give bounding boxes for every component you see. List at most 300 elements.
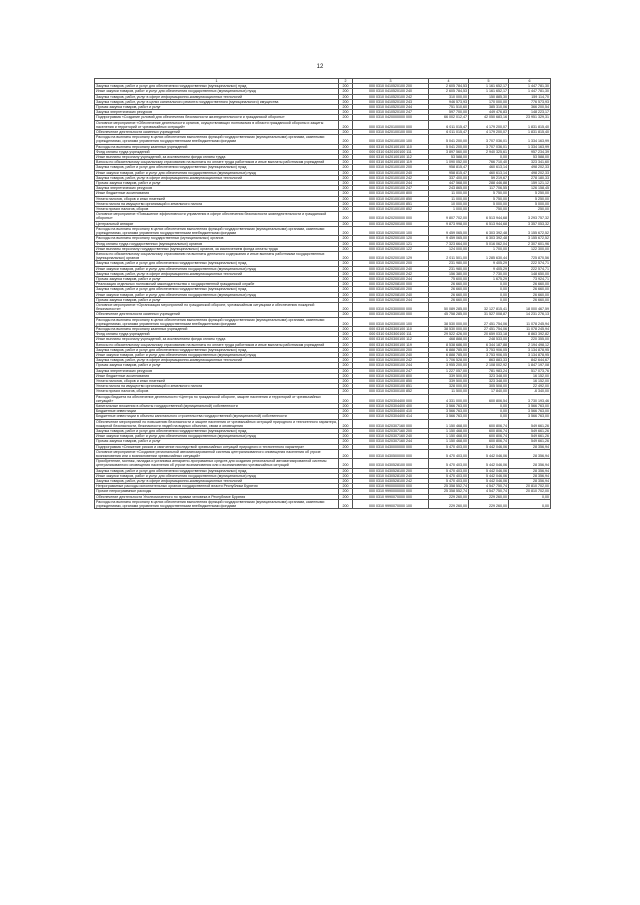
header-cell: 5 (469, 79, 509, 84)
remaining-amount-cell: 3 134 878,95 (509, 352, 551, 357)
remaining-amount-cell: 1 334 163,99 (509, 135, 551, 144)
executed-amount-cell: 5 442 046,06 (469, 444, 509, 449)
approved-amount-cell: 1 150 468,00 (429, 429, 469, 434)
executed-amount-cell: 6 303 392,48 (469, 226, 509, 235)
executed-amount-cell: 6 344 187,88 (469, 342, 509, 347)
approved-amount-cell: 26 660,00 (429, 282, 469, 287)
remaining-amount-cell: 20 810 702,00 (509, 484, 551, 489)
line-code-cell: 200 (339, 434, 353, 439)
remaining-amount-cell: 148 223,17 (509, 110, 551, 115)
budget-code-cell: 000 0310 0420300100 110 (353, 326, 429, 331)
approved-amount-cell: 5 041 200,00 (429, 144, 469, 149)
budget-code-cell: 000 0310 0420208100 244 (353, 297, 429, 302)
budget-code-cell: 000 0310 0420200100 240 (353, 266, 429, 271)
executed-amount-cell: 323 348,00 (469, 373, 509, 378)
approved-amount-cell: 1 150 468,00 (429, 419, 469, 428)
remaining-amount-cell: 3 566 763,00 (509, 414, 551, 419)
line-code-cell: 200 (339, 449, 353, 458)
budget-table-wrapper (94, 78, 550, 509)
approved-amount-cell: 447 568,00 (429, 181, 469, 186)
line-code-cell: 200 (339, 342, 353, 347)
approved-amount-cell: 1 227 057,00 (429, 368, 469, 373)
table-row (95, 394, 551, 403)
approved-amount-cell: 339 500,00 (429, 373, 469, 378)
executed-amount-cell: 750,00 (469, 207, 509, 212)
line-code-cell: 200 (339, 115, 353, 120)
executed-amount-cell: 600 806,74 (469, 419, 509, 428)
executed-amount-cell: 5 000,00 (469, 201, 509, 206)
row-label-cell: Иные закупки товаров, работ и услуг для обеспечения государственных (муниципальных) нужд (95, 352, 339, 357)
header-cell: 4 (429, 79, 469, 84)
remaining-amount-cell: 18 000 467,59 (509, 302, 551, 311)
budget-code-cell: 000 0310 0420304400 000 (353, 394, 429, 403)
remaining-amount-cell: 323 341,60 (509, 160, 551, 165)
line-code-cell: 200 (339, 186, 353, 191)
row-label-cell: Иные закупки товаров, работ и услуг для обеспечения государственных (муниципальных) нужд (95, 292, 339, 297)
remaining-amount-cell: -6 340,00 (509, 389, 551, 394)
executed-amount-cell: 150 885,30 (469, 94, 509, 99)
approved-amount-cell: 156 380,00 (429, 271, 469, 276)
row-label-cell: Взносы по обязательному социальному страхованию на выплаты по оплате труда работников и иные выплаты работникам учреждений (95, 160, 339, 165)
table-row (95, 302, 551, 311)
table-row (95, 459, 551, 468)
executed-amount-cell: 4 547 750,74 (469, 484, 509, 489)
budget-code-cell: 000 0310 0420200100 244 (353, 276, 429, 281)
remaining-amount-cell: 842 644,67 (509, 358, 551, 363)
executed-amount-cell: 1 285 630,44 (469, 251, 509, 260)
remaining-amount-cell: 3 155 672,52 (509, 226, 551, 235)
executed-amount-cell: 229 260,00 (469, 494, 509, 499)
row-label-cell: Закупка товаров, работ и услуг для обеспечения государственных (муниципальных) нужд (95, 84, 339, 89)
row-label-cell: Прочая закупка товаров, работ и услуг (95, 439, 339, 444)
executed-amount-cell: 766 710,40 (469, 160, 509, 165)
budget-code-cell: 000 0310 0420100100 100 (353, 135, 429, 144)
remaining-amount-cell: 366 200,54 (509, 105, 551, 110)
line-code-cell: 200 (339, 271, 353, 276)
executed-amount-cell: 600 806,74 (469, 439, 509, 444)
approved-amount-cell: 53 588,00 (429, 155, 469, 160)
remaining-amount-cell: 776 573,93 (509, 99, 551, 104)
budget-code-cell: 000 0310 0420307160 244 (353, 439, 429, 444)
table-row (95, 251, 551, 260)
approved-amount-cell: 1 706 528,00 (429, 358, 469, 363)
remaining-amount-cell: 53 588,00 (509, 155, 551, 160)
table-row (95, 135, 551, 144)
approved-amount-cell: 5 470 403,00 (429, 449, 469, 458)
budget-code-cell: 000 0310 0420100000 000 (353, 120, 429, 129)
line-code-cell: 200 (339, 196, 353, 201)
table-row (95, 449, 551, 458)
line-code-cell: 200 (339, 378, 353, 383)
approved-amount-cell: 29 522 426,00 (429, 332, 469, 337)
header-cell: 2 (339, 79, 353, 84)
executed-amount-cell: 20 659 033,18 (469, 332, 509, 337)
executed-amount-cell: 5 750,00 (469, 196, 509, 201)
approved-amount-cell: 5 041 200,00 (429, 135, 469, 144)
remaining-amount-cell: 250,00 (509, 207, 551, 212)
row-label-cell: Непрограммные расходы исполнительных органов государственной власти Республики Бурятия (95, 484, 339, 489)
approved-amount-cell: 25 358 552,74 (429, 484, 469, 489)
remaining-amount-cell: 1 847 197,08 (509, 363, 551, 368)
line-code-cell: 200 (339, 479, 353, 484)
remaining-amount-cell: 28 356,94 (509, 449, 551, 458)
remaining-amount-cell: 73 924,71 (509, 276, 551, 281)
header-cell: 6 (509, 79, 551, 84)
line-code-cell: 200 (339, 99, 353, 104)
row-label-cell: Закупка энергетических ресурсов (95, 368, 339, 373)
executed-amount-cell: 460 613,14 (469, 170, 509, 175)
remaining-amount-cell: 222 574,71 (509, 261, 551, 266)
row-label-cell: Основное мероприятие «Обеспечение деятельности органов, осуществляющих полномочия в области гражданской обороны и защиты населения и территорий от чрезвычайных ситуаций» (95, 120, 339, 129)
approved-amount-cell: 6 888 785,00 (429, 352, 469, 357)
executed-amount-cell: 1 675,29 (469, 276, 509, 281)
budget-code-cell: 000 0310 0430000000 000 (353, 444, 429, 449)
executed-amount-cell: 5 442 046,06 (469, 479, 509, 484)
budget-code-cell: 000 0310 0420300000 000 (353, 302, 429, 311)
line-code-cell: 200 (339, 363, 353, 368)
remaining-amount-cell: 1 831 815,40 (509, 120, 551, 129)
line-code-cell: 200 (339, 266, 353, 271)
budget-code-cell: 000 0310 0420100100 240 (353, 170, 429, 175)
executed-amount-cell: 32 127 815,41 (469, 302, 509, 311)
remaining-amount-cell: 549 661,26 (509, 439, 551, 444)
remaining-amount-cell: 2 307 601,96 (509, 241, 551, 246)
table-row (95, 120, 551, 129)
budget-code-cell: 000 0310 0420300100 111 (353, 332, 429, 337)
remaining-amount-cell: 3 730 193,46 (509, 394, 551, 403)
line-code-cell: 200 (339, 352, 353, 357)
executed-amount-cell: 1 161 652,17 (469, 84, 509, 89)
remaining-amount-cell: 3 357 053,32 (509, 221, 551, 226)
line-code-cell: 200 (339, 337, 353, 342)
line-code-cell: 200 (339, 389, 353, 394)
executed-amount-cell: 17 840,00 (469, 389, 509, 394)
row-label-cell: Бюджетные инвестиции (95, 409, 339, 414)
remaining-amount-cell: 1 334 163,99 (509, 144, 551, 149)
row-label-cell: Бюджетные инвестиции в объекты капитального строительства государственной (муниципальной) собственности (95, 414, 339, 419)
remaining-amount-cell: 16 152,00 (509, 373, 551, 378)
row-label-cell: Уплата налогов, сборов и иных платежей (95, 378, 339, 383)
row-label-cell: Фонд оплаты труда учреждений (95, 149, 339, 154)
remaining-amount-cell: 159 121,12 (509, 181, 551, 186)
line-code-cell: 200 (339, 419, 353, 428)
remaining-amount-cell: 498 202,33 (509, 170, 551, 175)
budget-code-cell: 000 0310 0420208100 240 (353, 292, 429, 297)
budget-code-cell: 000 0310 0420100100 200 (353, 165, 429, 170)
approved-amount-cell: 38 530 000,00 (429, 317, 469, 326)
executed-amount-cell: 4 547 750,74 (469, 489, 509, 494)
row-label-cell: Обеспечение деятельности казенных учреждений (95, 312, 339, 317)
line-code-cell: 200 (339, 347, 353, 352)
executed-amount-cell: 0,00 (469, 282, 509, 287)
approved-amount-cell: 8 538 686,00 (429, 342, 469, 347)
row-label-cell: Закупка товаров, работ и услуг для обеспечения государственных (муниципальных) нужд (95, 287, 339, 292)
budget-code-cell: 000 0310 0420208100 000 (353, 282, 429, 287)
budget-code-cell: 000 0310 0420300100 100 (353, 317, 429, 326)
budget-code-cell: 000 0310 0430528100 000 (353, 459, 429, 468)
remaining-amount-cell: 26 660,00 (509, 287, 551, 292)
executed-amount-cell: 3 707 036,01 (469, 144, 509, 149)
remaining-amount-cell: 957 234,39 (509, 149, 551, 154)
line-code-cell: 200 (339, 241, 353, 246)
row-label-cell: Иные закупки товаров, работ и услуг для обеспечения государственных (муниципальных) нужд (95, 170, 339, 175)
executed-amount-cell: 42 050 683,16 (469, 115, 509, 120)
executed-amount-cell: 600 806,74 (469, 429, 509, 434)
table-row (95, 212, 551, 221)
executed-amount-cell: 288 446,88 (469, 181, 509, 186)
line-code-cell: 200 (339, 292, 353, 297)
executed-amount-cell: 0,00 (469, 287, 509, 292)
approved-amount-cell: 231 980,00 (429, 266, 469, 271)
budget-code-cell: 000 0310 0420300100 850 (353, 378, 429, 383)
budget-code-cell: 000 0310 0420300100 851 (353, 384, 429, 389)
remaining-amount-cell: 28 356,94 (509, 444, 551, 449)
executed-amount-cell: 5 016 062,04 (469, 241, 509, 246)
line-code-cell: 200 (339, 459, 353, 468)
line-code-cell: 200 (339, 261, 353, 266)
line-code-cell: 200 (339, 246, 353, 251)
budget-code-cell: 000 0310 0420100100 244 (353, 181, 429, 186)
row-label-cell: Уплата налогов, сборов и иных платежей (95, 196, 339, 201)
executed-amount-cell: 3 707 036,01 (469, 135, 509, 144)
approved-amount-cell: 946 573,93 (429, 99, 469, 104)
line-code-cell: 200 (339, 326, 353, 331)
approved-amount-cell: 45 758 285,00 (429, 312, 469, 317)
line-code-cell: 200 (339, 444, 353, 449)
row-label-cell: Реализация отдельных полномочий законодательства о государственной гражданской службе (95, 282, 339, 287)
line-code-cell: 200 (339, 130, 353, 135)
row-label-cell: Основное мероприятие «Создание региональной автоматизированной системы централизованного оповещения населения об угрозе возникновения или о возникновении чрезвычайных ситуаций» (95, 449, 339, 458)
row-label-cell: Расходы на выплаты персоналу в целях обеспечения выполнения функций государственными (муниципальными) органами, казенными учреждениями, органами управления государственными внебюджетными фондами (95, 226, 339, 235)
line-code-cell: 200 (339, 317, 353, 326)
approved-amount-cell: 5 470 403,00 (429, 459, 469, 468)
budget-code-cell: 000 0310 0420307160 200 (353, 429, 429, 434)
table-row (95, 499, 551, 508)
budget-code-cell: 000 0310 0420300100 800 (353, 373, 429, 378)
remaining-amount-cell: 11 078 245,94 (509, 326, 551, 331)
row-label-cell: Расходы на выплаты персоналу в целях обеспечения выполнения функций государственными (муниципальными) органами, казенными учреждениями, органами управления государственными внебюджетными фондами (95, 499, 339, 508)
row-label-cell: Основное мероприятие «Организация мероприятий по гражданской обороне, чрезвычайным ситуациям и обеспечению пожарной безопасности» (95, 302, 339, 311)
remaining-amount-cell: 5 000,00 (509, 201, 551, 206)
executed-amount-cell: 3 753 906,05 (469, 347, 509, 352)
remaining-amount-cell: 3 566 763,00 (509, 409, 551, 414)
approved-amount-cell: 468 888,00 (429, 337, 469, 342)
executed-amount-cell: 305 508,00 (469, 384, 509, 389)
approved-amount-cell: 229 260,00 (429, 499, 469, 508)
executed-amount-cell: 7 730,00 (469, 271, 509, 276)
row-label-cell: Обеспечение мероприятий по повышению безопасности и защите населения от чрезвычайных ситуаций природного и техногенного характера, пожарной безопасности, безопасности людей на водных объектах, связи и оповещения (96, 419, 337, 428)
budget-code-cell: 000 0310 0420304400 410 (353, 409, 429, 414)
line-code-cell: 200 (339, 297, 353, 302)
approved-amount-cell: 5 470 403,00 (429, 444, 469, 449)
approved-amount-cell: 66 002 012,47 (429, 115, 469, 120)
approved-amount-cell: 751 510,60 (429, 105, 469, 110)
remaining-amount-cell: 28 356,94 (509, 479, 551, 484)
remaining-amount-cell: 14 231 276,13 (509, 312, 551, 317)
row-label-cell: Иные закупки товаров, работ и услуг для обеспечения государственных (муниципальных) нужд (95, 89, 339, 94)
line-code-cell: 200 (339, 212, 353, 221)
executed-amount-cell: 0,00 (469, 155, 509, 160)
remaining-amount-cell: 28 356,94 (509, 473, 551, 478)
budget-code-cell: 000 0310 0420100100 850 (353, 196, 429, 201)
approved-amount-cell: 26 660,00 (429, 297, 469, 302)
budget-code-cell: 000 0310 0420300100 244 (353, 363, 429, 368)
remaining-amount-cell: 148 650,00 (509, 271, 551, 276)
executed-amount-cell: 6 303 392,48 (469, 236, 509, 241)
row-label-cell: Закупка товаров, работ и услуг для обеспечения государственных (муниципальных) нужд (95, 347, 339, 352)
executed-amount-cell: 5 750,00 (469, 191, 509, 196)
row-label-cell: Иные бюджетные ассигнования (95, 191, 339, 196)
executed-amount-cell: 1 161 652,17 (469, 89, 509, 94)
row-label-cell: Взносы по обязательному социальному страхованию на выплаты денежного содержания и иные выплаты работникам государственных (муниципальных) органов (95, 251, 339, 260)
budget-code-cell: 000 0310 0420100100 851 (353, 201, 429, 206)
executed-amount-cell: 5 442 046,06 (469, 468, 509, 473)
executed-amount-cell: 117 706,55 (469, 186, 509, 191)
executed-amount-cell: 170 000,00 (469, 99, 509, 104)
line-code-cell: 200 (339, 394, 353, 403)
remaining-amount-cell: 1 447 781,30 (509, 89, 551, 94)
approved-amount-cell: 3 566 763,00 (429, 414, 469, 419)
budget-code-cell: 000 0310 0420304400 414 (353, 414, 429, 419)
row-label-cell: Уплата налога на имущество организаций и земельного налога (95, 384, 339, 389)
line-code-cell: 200 (339, 105, 353, 110)
budget-code-cell: 000 0310 0410520100 243 (353, 99, 429, 104)
approved-amount-cell: 1 000,00 (429, 207, 469, 212)
executed-amount-cell: 1 700,00 (469, 246, 509, 251)
line-code-cell: 200 (339, 191, 353, 196)
remaining-amount-cell: 3 293 757,32 (509, 212, 551, 221)
executed-amount-cell: 600 806,74 (469, 434, 509, 439)
row-label-cell: Иные выплаты персоналу учреждений, за исключением фонда оплаты труда (95, 155, 339, 160)
budget-code-cell: 000 0310 0420300100 000 (353, 312, 429, 317)
budget-code-cell: 000 0310 0420300100 240 (353, 352, 429, 357)
table-row (95, 419, 551, 428)
row-label-cell: Закупка энергетических ресурсов (95, 186, 339, 191)
executed-amount-cell: 0,00 (469, 297, 509, 302)
budget-code-cell: 000 0310 0420100100 247 (353, 186, 429, 191)
row-label-cell: Взносы по обязательному социальному страхованию на выплаты по оплате труда работников и иные выплаты работникам учреждений (95, 342, 339, 347)
approved-amount-cell: 9 459 065,00 (429, 236, 469, 241)
row-label-cell: Фонд оплаты труда учреждений (95, 332, 339, 337)
line-code-cell: 200 (339, 175, 353, 180)
remaining-amount-cell: 517 073,76 (509, 368, 551, 373)
table-row (95, 317, 551, 326)
budget-code-cell: 000 0310 0420307160 000 (353, 419, 429, 428)
row-label-cell: Капитальные вложения в объекты государственной (муниципальной) собственности (95, 404, 339, 409)
table-row (95, 226, 551, 235)
remaining-amount-cell: 220 355,00 (509, 337, 551, 342)
executed-amount-cell: 248 533,00 (469, 337, 509, 342)
remaining-amount-cell: 122 300,00 (509, 246, 551, 251)
executed-amount-cell: 9 405,29 (469, 266, 509, 271)
budget-code-cell: 000 0310 0420100100 000 (353, 130, 429, 135)
budget-code-cell: 000 0310 0410520100 240 (353, 89, 429, 94)
row-label-cell: Прочие непрограммные расходы (95, 489, 339, 494)
budget-code-cell: 000 0310 0420300100 112 (353, 337, 429, 342)
executed-amount-cell: 31 527 008,87 (469, 312, 509, 317)
line-code-cell: 200 (339, 144, 353, 149)
remaining-amount-cell: 5 250,00 (509, 191, 551, 196)
remaining-amount-cell: 222 574,71 (509, 266, 551, 271)
approved-amount-cell: 9 459 065,00 (429, 226, 469, 235)
budget-code-cell: 000 0310 0420200100 121 (353, 241, 429, 246)
row-label-cell: Уплата прочих налогов, сборов (95, 207, 339, 212)
row-label-cell: Основное мероприятие «Повышение эффективности управления в сфере обеспечения безопасности жизнедеятельности и гражданской обороны» (95, 212, 339, 221)
approved-amount-cell: 25 358 552,74 (429, 489, 469, 494)
row-label-cell: Прочая закупка товаров, работ и услуг (95, 363, 339, 368)
line-code-cell: 200 (339, 282, 353, 287)
executed-amount-cell: 2 940 325,61 (469, 149, 509, 154)
row-label-cell: Приобретение, монтаж, наладка и установка аппаратно-программных средств для создания региональной автоматизированной системы централизованного оповещения населения об угрозе возникновения или о возникновении чрезвычайных ситуаций (95, 459, 339, 468)
row-label-cell: Обеспечение деятельности казенных учреждений (95, 130, 339, 135)
approved-amount-cell: 11 500,00 (429, 389, 469, 394)
line-code-cell: 200 (339, 135, 353, 144)
row-label-cell: Иные бюджетные ассигнования (95, 373, 339, 378)
row-label-cell: Закупка товаров, работ и услуг для обеспечения государственных (муниципальных) нужд (95, 468, 339, 473)
budget-code-cell: 000 0310 0420300100 852 (353, 389, 429, 394)
budget-code-cell: 000 0310 0420200100 122 (353, 246, 429, 251)
remaining-amount-cell: 20 810 702,00 (509, 489, 551, 494)
line-code-cell: 200 (339, 94, 353, 99)
approved-amount-cell: 1 090 052,00 (429, 160, 469, 165)
header-cell: 1 (95, 79, 339, 84)
executed-amount-cell: 6 513 944,68 (469, 212, 509, 221)
remaining-amount-cell: 1 447 781,30 (509, 84, 551, 89)
line-code-cell: 200 (339, 207, 353, 212)
line-code-cell: 200 (339, 201, 353, 206)
row-label-cell: Закупка энергетических ресурсов (95, 110, 339, 115)
remaining-amount-cell: 3 134 878,95 (509, 347, 551, 352)
row-label-cell: Закупка товаров, работ, услуг в сфере информационно-коммуникационных технологий (95, 271, 339, 276)
approved-amount-cell: 6 011 015,47 (429, 120, 469, 129)
row-label-cell: Прочая закупка товаров, работ и услуг (95, 297, 339, 302)
budget-code-cell: 000 0310 0420200100 000 (353, 221, 429, 226)
approved-amount-cell: 6 011 015,47 (429, 130, 469, 135)
approved-amount-cell: 75 600,00 (429, 276, 469, 281)
approved-amount-cell: 7 323 664,00 (429, 241, 469, 246)
executed-amount-cell: 781 983,24 (469, 368, 509, 373)
remaining-amount-cell: 22 492,00 (509, 384, 551, 389)
remaining-amount-cell: 1 831 815,40 (509, 130, 551, 135)
row-label-cell: Расходы бюджета на обеспечение деятельности «Центра по гражданской обороне, защите населения и территорий от чрезвычайных ситуаций» (95, 394, 339, 403)
row-label-cell: Закупка товаров, работ и услуг для обеспечения государственных (муниципальных) нужд (95, 165, 339, 170)
approved-amount-cell: 337 400,00 (429, 175, 469, 180)
approved-amount-cell: 9 873 998,00 (429, 221, 469, 226)
row-label-cell: Закупка товаров, работ, услуг в сфере информационно-коммуникационных технологий (95, 94, 339, 99)
approved-amount-cell: 2 011 501,00 (429, 251, 469, 260)
row-label-cell: Иные закупки товаров, работ и услуг для обеспечения государственных (муниципальных) нужд (95, 473, 339, 478)
row-label-cell: Закупка товаров, работ и услуг для обеспечения государственных (муниципальных) нужд (95, 429, 339, 434)
line-code-cell: 200 (339, 468, 353, 473)
line-code-cell: 200 (339, 439, 353, 444)
approved-amount-cell: 124 000,00 (429, 246, 469, 251)
budget-code-cell: 000 0310 0430528100 240 (353, 473, 429, 478)
row-label-cell: Закупка товаров, работ, услуг в сфере информационно-коммуникационных технологий (95, 175, 339, 180)
executed-amount-cell: 600 806,54 (469, 394, 509, 403)
executed-amount-cell: 229 260,00 (469, 499, 509, 508)
line-code-cell: 200 (339, 358, 353, 363)
budget-code-cell: 000 0310 0420100100 852 (353, 207, 429, 212)
line-code-cell: 200 (339, 414, 353, 419)
executed-amount-cell: 5 442 046,06 (469, 459, 509, 468)
approved-amount-cell: 2 605 784,53 (429, 89, 469, 94)
approved-amount-cell: 10 000,00 (429, 201, 469, 206)
row-label-cell: Центральный аппарат (95, 221, 339, 226)
row-label-cell: Прочая закупка товаров, работ и услуг (95, 105, 339, 110)
line-code-cell: 200 (339, 489, 353, 494)
budget-code-cell: 000 0310 9990000000 000 (353, 489, 429, 494)
remaining-amount-cell: 11 078 245,94 (509, 317, 551, 326)
